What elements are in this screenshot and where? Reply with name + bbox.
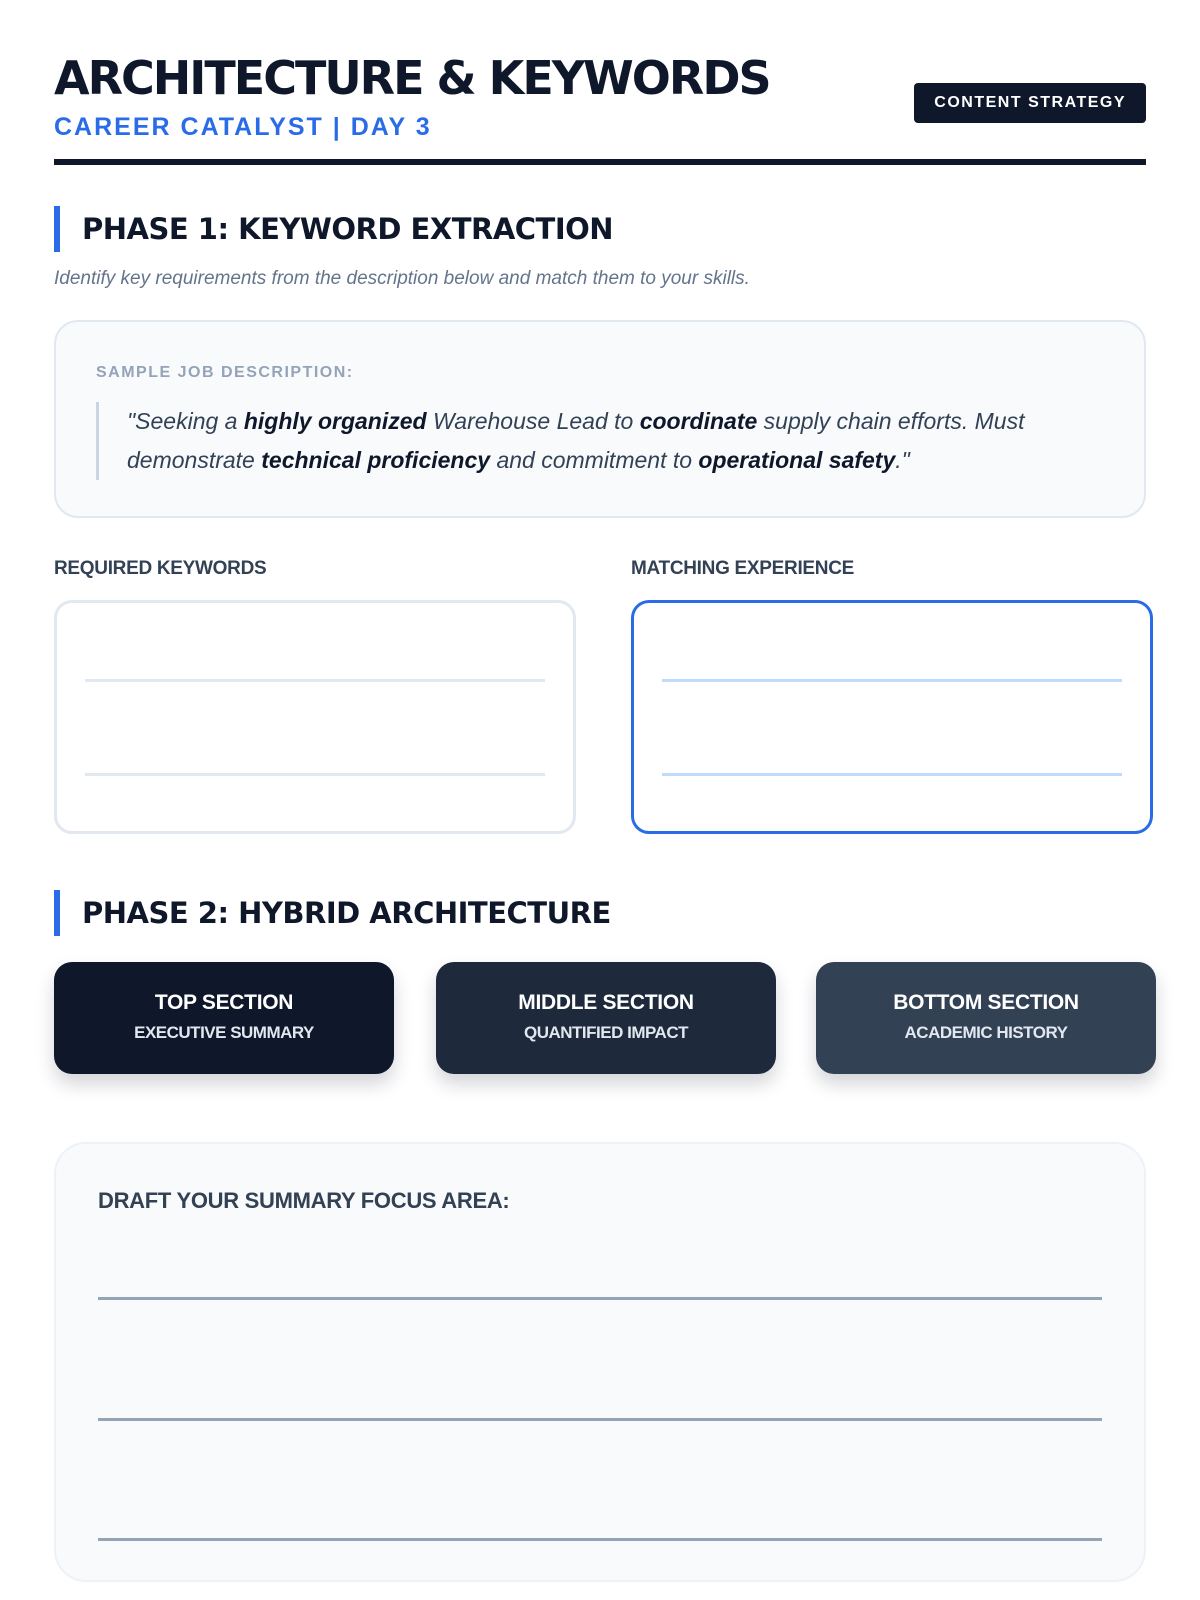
required-keywords-field[interactable]	[54, 600, 576, 834]
card-title: MIDDLE SECTION	[518, 991, 694, 1014]
content-strategy-badge: CONTENT STRATEGY	[914, 83, 1146, 123]
quote-text: and commitment to	[490, 447, 699, 473]
page-subtitle: CAREER CATALYST | DAY 3	[54, 113, 432, 141]
page-header	[54, 50, 1146, 165]
middle-section-card	[436, 962, 776, 1074]
quote-text: supply chain efforts. Must demonstrate	[127, 408, 1025, 473]
phase1-instruction: Identify key requirements from the description below and match them to your skills.	[54, 268, 750, 289]
write-line	[98, 1297, 1102, 1300]
keyword-highlight: highly organized	[243, 408, 427, 434]
quote-text: "Seeking a	[127, 408, 244, 434]
required-keywords-label: REQUIRED KEYWORDS	[54, 558, 267, 579]
write-line	[662, 773, 1122, 776]
phase2-heading: PHASE 2: HYBRID ARCHITECTURE	[54, 890, 611, 936]
card-title: TOP SECTION	[154, 991, 294, 1014]
draft-summary-label: DRAFT YOUR SUMMARY FOCUS AREA:	[98, 1188, 510, 1213]
write-line	[98, 1418, 1102, 1421]
phase1-heading: PHASE 1: KEYWORD EXTRACTION	[54, 206, 613, 252]
write-line	[85, 773, 545, 776]
page-title: ARCHITECTURE & KEYWORDS	[54, 51, 770, 105]
bottom-section-card	[816, 962, 1156, 1074]
sample-label: SAMPLE JOB DESCRIPTION:	[96, 364, 354, 381]
sample-quote	[96, 402, 1104, 480]
card-subtitle: QUANTIFIED IMPACT	[523, 1023, 688, 1042]
quote-text: Warehouse Lead to	[426, 408, 640, 434]
keyword-highlight: operational safety	[698, 447, 896, 473]
draft-summary-panel[interactable]	[54, 1142, 1146, 1582]
top-section-card	[54, 962, 394, 1074]
card-title: BOTTOM SECTION	[893, 991, 1079, 1014]
matching-experience-label: MATCHING EXPERIENCE	[631, 558, 855, 579]
quote-text: ."	[895, 447, 910, 473]
sample-job-description-card	[54, 320, 1146, 518]
keyword-highlight: technical proficiency	[261, 447, 491, 473]
write-line	[98, 1538, 1102, 1541]
matching-experience-field[interactable]	[631, 600, 1153, 834]
write-line	[662, 679, 1122, 682]
card-subtitle: EXECUTIVE SUMMARY	[134, 1023, 314, 1042]
card-subtitle: ACADEMIC HISTORY	[904, 1023, 1068, 1042]
write-line	[85, 679, 545, 682]
keyword-highlight: coordinate	[639, 408, 758, 434]
